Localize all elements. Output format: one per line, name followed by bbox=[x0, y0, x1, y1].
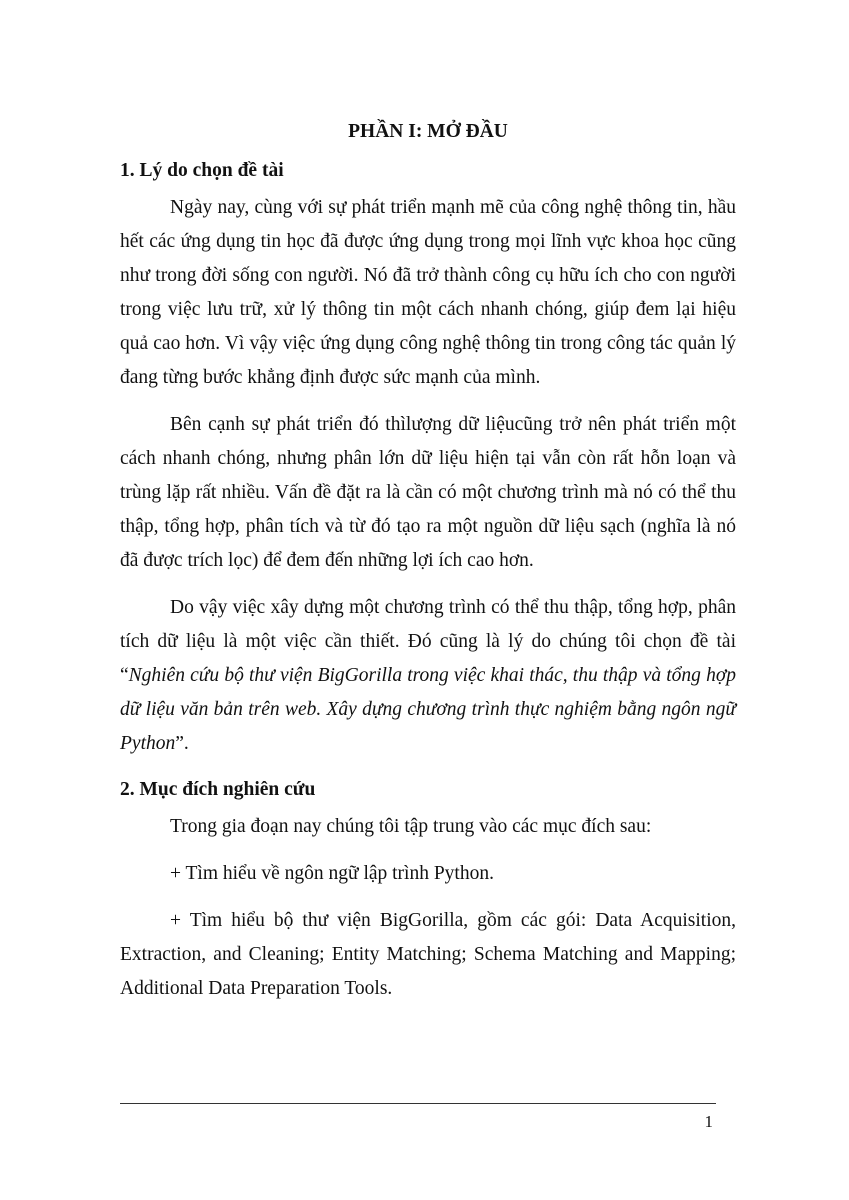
page-number: 1 bbox=[704, 1112, 713, 1131]
paragraph3-text-start: Do vậy việc xây dựng một chương trình có thể thu thập, tổng hợp, phân tích dữ liệu là một việc cần thiết. Đó cũng là lý do chúng tôi chọn đề tài “ bbox=[120, 597, 736, 686]
section2-paragraph-1: Trong gia đoạn nay chúng tôi tập trung vào các mục đích sau: bbox=[170, 816, 652, 837]
section2-paragraph-3: + Tìm hiểu bộ thư viện BigGorilla, gồm các gói: Data Acquisition, Extraction, and Cleaning; Entity Matching; Schema Matching and Mapping; Additional Data Preparation Tools. bbox=[120, 910, 736, 999]
page-title: PHẦN I: MỞ ĐẦU bbox=[348, 121, 508, 142]
page-content bbox=[120, 117, 736, 1019]
section-heading-1: 1. Lý do chọn đề tài bbox=[120, 160, 284, 181]
section-heading-2: 2. Mục đích nghiên cứu bbox=[120, 779, 316, 800]
project-title-italic: Nghiên cứu bộ thư viện BigGorilla trong việc khai thác, thu thập và tổng hợp dữ liệu văn bản trên web. Xây dựng chương trình thực nghiệm bằng ngôn ngữ Python bbox=[120, 665, 736, 754]
section1-paragraph-2: Bên cạnh sự phát triển đó thìlượng dữ liệucũng trở nên phát triển một cách nhanh chóng, nhưng phân lớn dữ liệu hiện tại vẫn còn rất hỗn loạn và trùng lặp rất nhiều. Vấn đề đặt ra là cần có một chương trình mà nó có thể thu thập, tổng hợp, phân tích và từ đó tạo ra một nguồn dữ liệu sạch (nghĩa là nó đã được trích lọc) để đem đến những lợi ích cao hơn. bbox=[120, 414, 736, 571]
section1-paragraph-1: Ngày nay, cùng với sự phát triển mạnh mẽ của công nghệ thông tin, hầu hết các ứng dụng tin học đã được ứng dụng trong mọi lĩnh vực khoa học cũng như trong đời sống con người. Nó đã trở thành công cụ hữu ích cho con người trong việc lưu trữ, xử lý thông tin một cách nhanh chóng, giúp đem lại hiệu quả cao hơn. Vì vậy việc ứng dụng công nghệ thông tin trong công tác quản lý đang từng bước khẳng định được sức mạnh của mình. bbox=[120, 197, 736, 388]
paragraph3-text-end: ”. bbox=[175, 733, 189, 754]
footer-divider bbox=[120, 1103, 716, 1104]
section1-paragraph-3 bbox=[120, 591, 736, 761]
section2-paragraph-2: + Tìm hiểu về ngôn ngữ lập trình Python. bbox=[170, 863, 494, 884]
